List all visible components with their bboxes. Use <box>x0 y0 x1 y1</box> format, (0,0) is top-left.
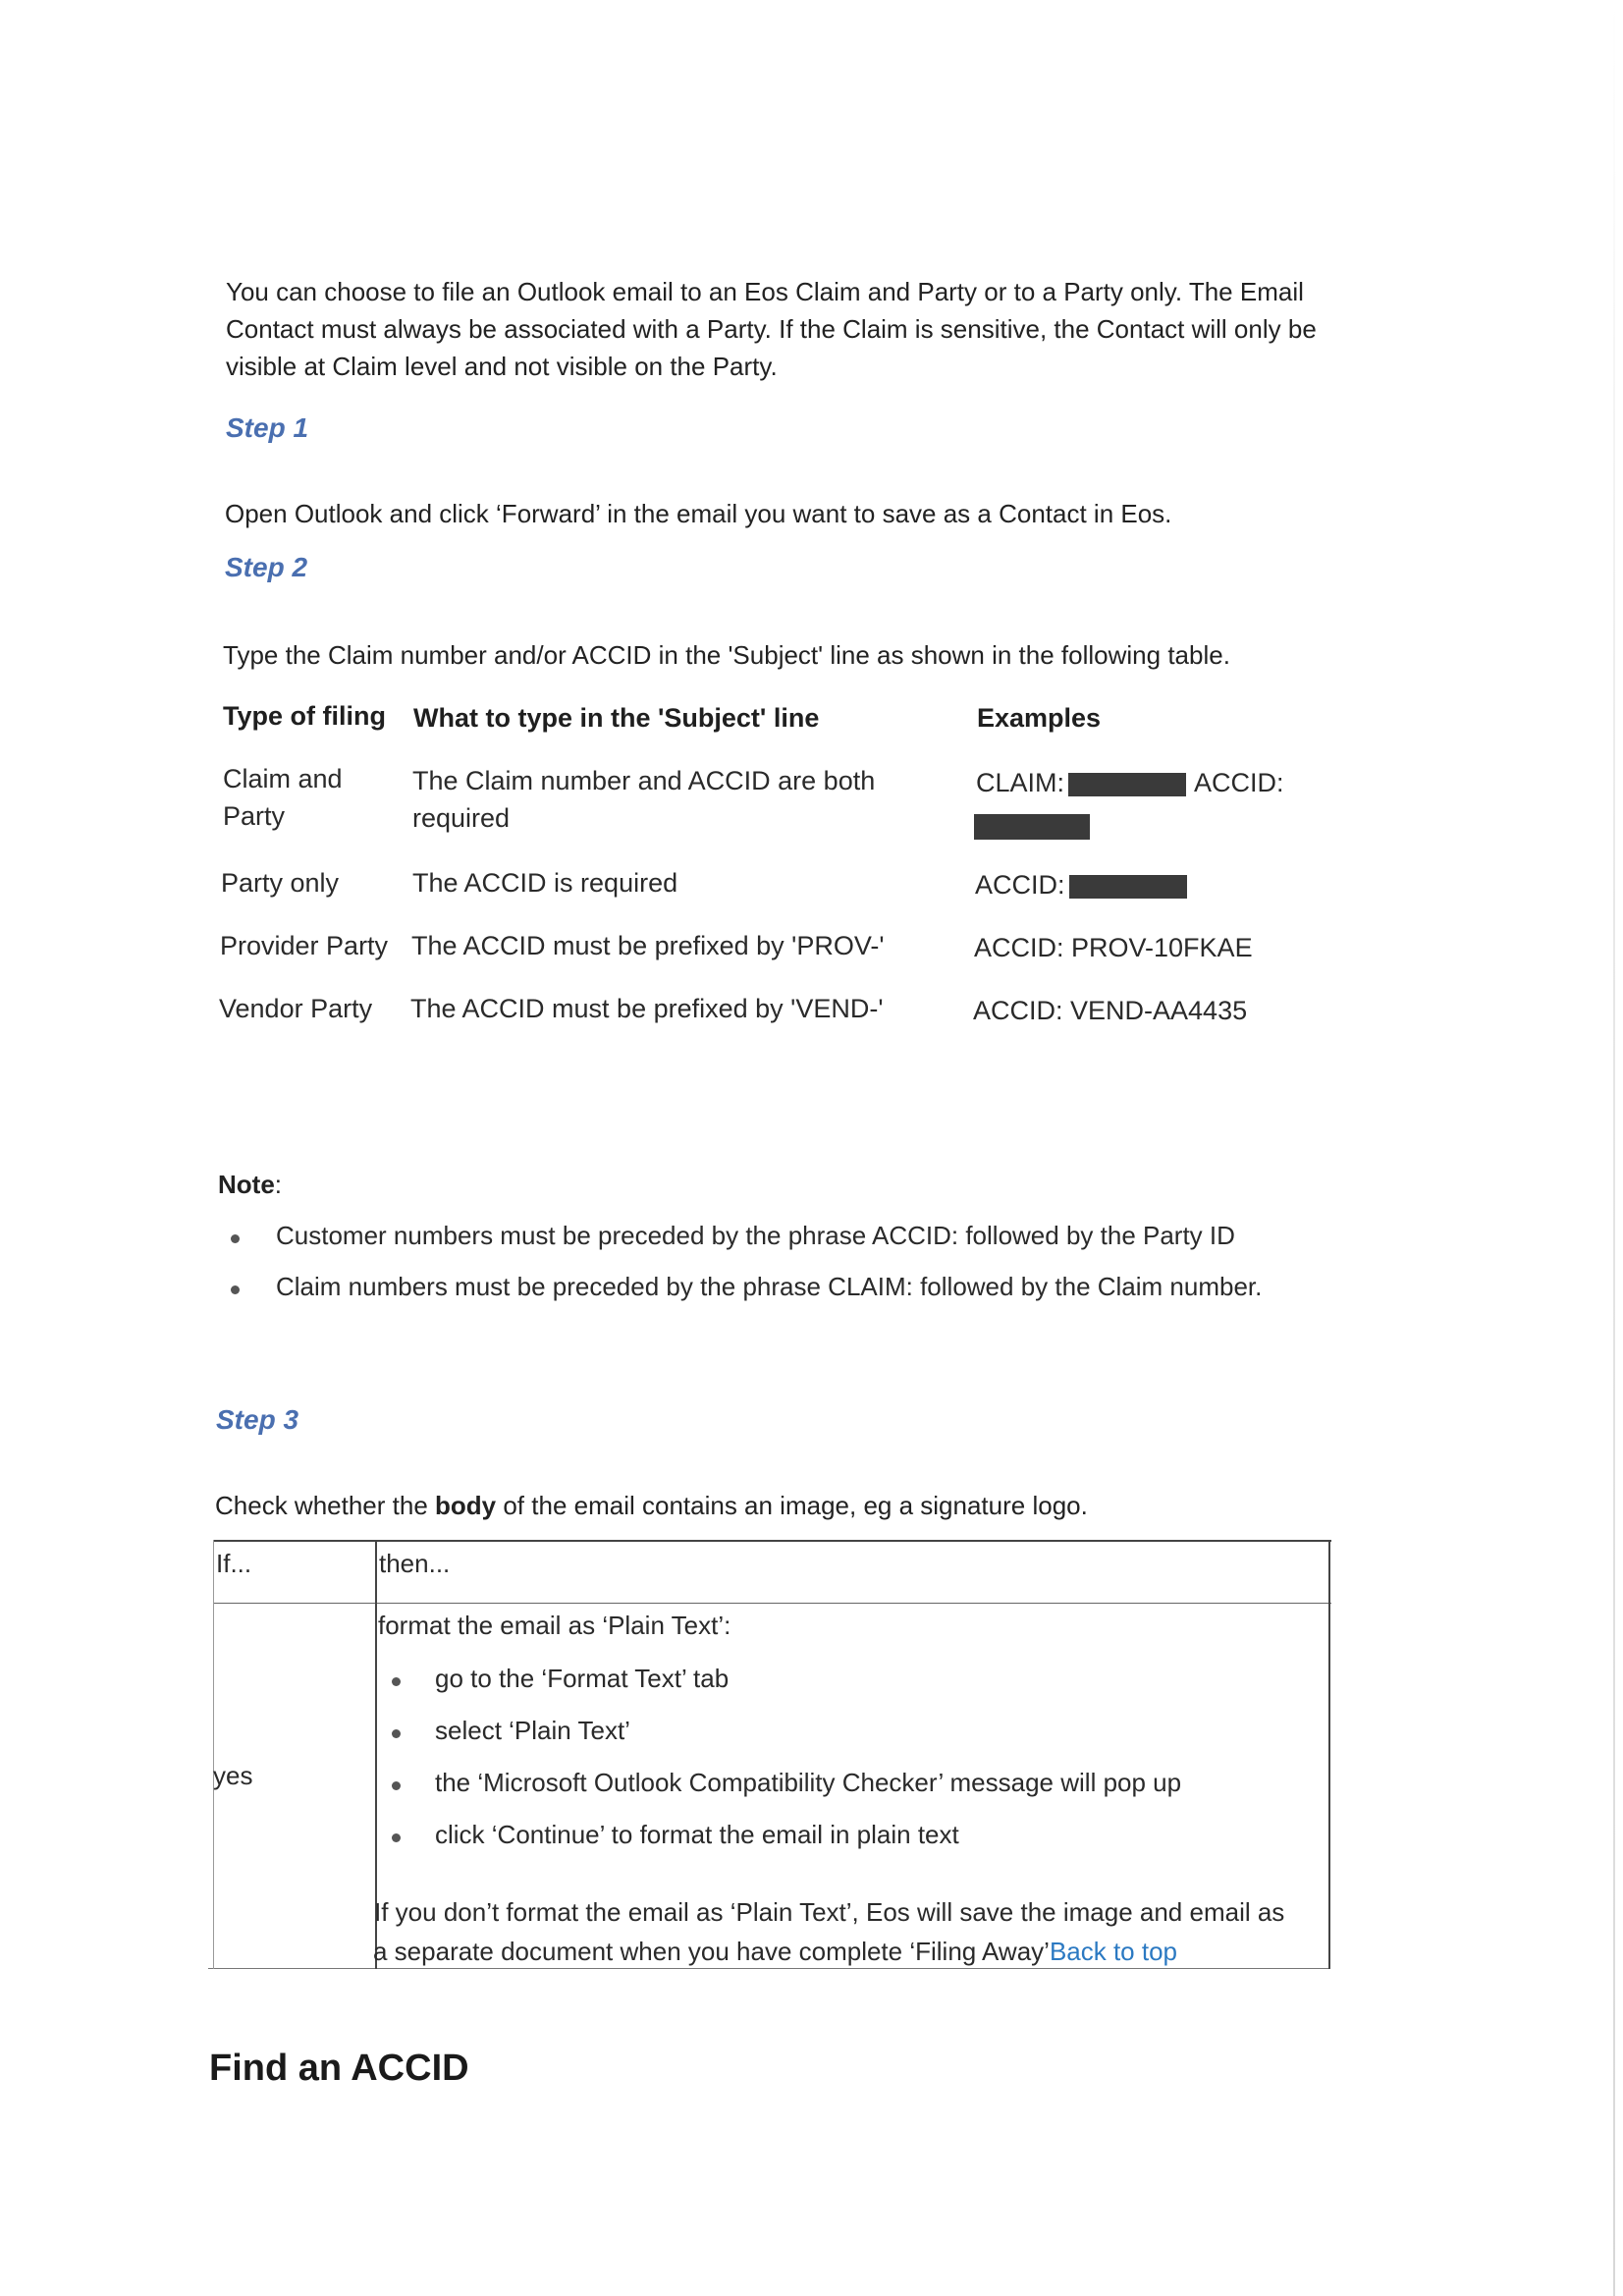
row-type <box>223 760 343 835</box>
header-if: If... <box>216 1549 252 1578</box>
then-bullet: select ‘Plain Text’ <box>435 1716 630 1745</box>
bullet-icon <box>392 1833 401 1842</box>
then-footer-line <box>373 1937 1177 1967</box>
row-what: The ACCID must be prefixed by 'PROV-' <box>411 931 885 960</box>
row-what <box>412 762 875 837</box>
row-what-line: The Claim number and ACCID are both <box>412 766 876 795</box>
header-then: then... <box>379 1549 451 1578</box>
step-2-text: Type the Claim number and/or ACCID in the 'Subject' line as shown in the following table. <box>223 640 1230 670</box>
note-bullet: Customer numbers must be preceded by the phrase ACCID: followed by the Party ID <box>276 1221 1235 1250</box>
redacted-accid <box>974 814 1090 840</box>
table-border-right <box>1328 1540 1330 1969</box>
step-2-heading: Step 2 <box>225 552 308 582</box>
row-type-line: Party <box>223 801 286 831</box>
find-accid-heading: Find an ACCID <box>209 2048 469 2089</box>
col-header-examples: Examples <box>977 703 1102 733</box>
bullet-icon <box>231 1285 240 1294</box>
row-type: Party only <box>221 868 340 898</box>
row-example <box>975 866 1187 903</box>
row-what-line: required <box>412 803 511 833</box>
row-type: Vendor Party <box>219 994 373 1023</box>
redacted-claim-number <box>1068 773 1186 796</box>
then-bullet: click ‘Continue’ to format the email in plain text <box>435 1820 959 1849</box>
then-bullet: go to the ‘Format Text’ tab <box>435 1664 730 1693</box>
col-header-type: Type of filing <box>223 701 386 731</box>
bullet-icon <box>392 1781 401 1790</box>
bullet-icon <box>392 1729 401 1738</box>
table-border-left <box>213 1540 214 1969</box>
step-1-text: Open Outlook and click ‘Forward’ in the email you want to save as a Contact in Eos. <box>225 499 1172 528</box>
step-3-text <box>215 1487 1088 1524</box>
row-then-intro: format the email as ‘Plain Text’: <box>378 1611 731 1640</box>
col-header-what: What to type in the 'Subject' line <box>413 703 820 733</box>
note-colon: : <box>274 1170 283 1199</box>
step-3-text-part: of the email contains an image, eg a signature logo. <box>496 1491 1088 1520</box>
row-example: ACCID: PROV-10FKAE <box>974 933 1253 962</box>
row-what: The ACCID is required <box>412 868 678 898</box>
bullet-icon <box>231 1234 240 1243</box>
then-bullet: the ‘Microsoft Outlook Compatibility Checker’ message will pop up <box>435 1768 1182 1797</box>
row-what: The ACCID must be prefixed by 'VEND-' <box>410 994 884 1023</box>
example-prefix: ACCID: <box>975 870 1065 900</box>
step-3-text-bold: body <box>435 1491 497 1520</box>
row-type: Provider Party <box>220 931 389 960</box>
table-border-header <box>214 1603 1331 1604</box>
row-example: ACCID: VEND-AA4435 <box>973 996 1248 1025</box>
note-bullet: Claim numbers must be preceded by the phrase CLAIM: followed by the Claim number. <box>276 1272 1263 1301</box>
intro-paragraph: You can choose to file an Outlook email to an Eos Claim and Party or to a Party only. The Email Contact must always be associated with a Party. If the Claim is sensitive, the Contact will only be visible at Claim level and not visible on the Party. <box>226 277 1317 381</box>
bullet-icon <box>392 1677 401 1686</box>
row-if-yes: yes <box>213 1761 253 1790</box>
step-1-heading: Step 1 <box>226 412 309 443</box>
then-footer-line: If you don’t format the email as ‘Plain Text’, Eos will save the image and email as <box>374 1897 1285 1927</box>
back-to-top-link[interactable]: Back to top <box>1049 1937 1178 1966</box>
example-prefix: CLAIM: <box>976 768 1065 797</box>
table-border-top <box>214 1540 1331 1542</box>
then-footer-text: a separate document when you have complete ‘Filing Away’ <box>373 1937 1050 1966</box>
redacted-accid <box>1069 875 1187 899</box>
row-example <box>976 764 1284 801</box>
step-3-text-part: Check whether the <box>215 1491 436 1520</box>
note-label-text: Note <box>218 1170 275 1199</box>
example-prefix: ACCID: <box>1194 768 1284 797</box>
row-type-line: Claim and <box>223 764 343 793</box>
note-label <box>218 1166 282 1203</box>
step-3-heading: Step 3 <box>216 1404 299 1435</box>
page-edge-shadow <box>1613 0 1615 2296</box>
